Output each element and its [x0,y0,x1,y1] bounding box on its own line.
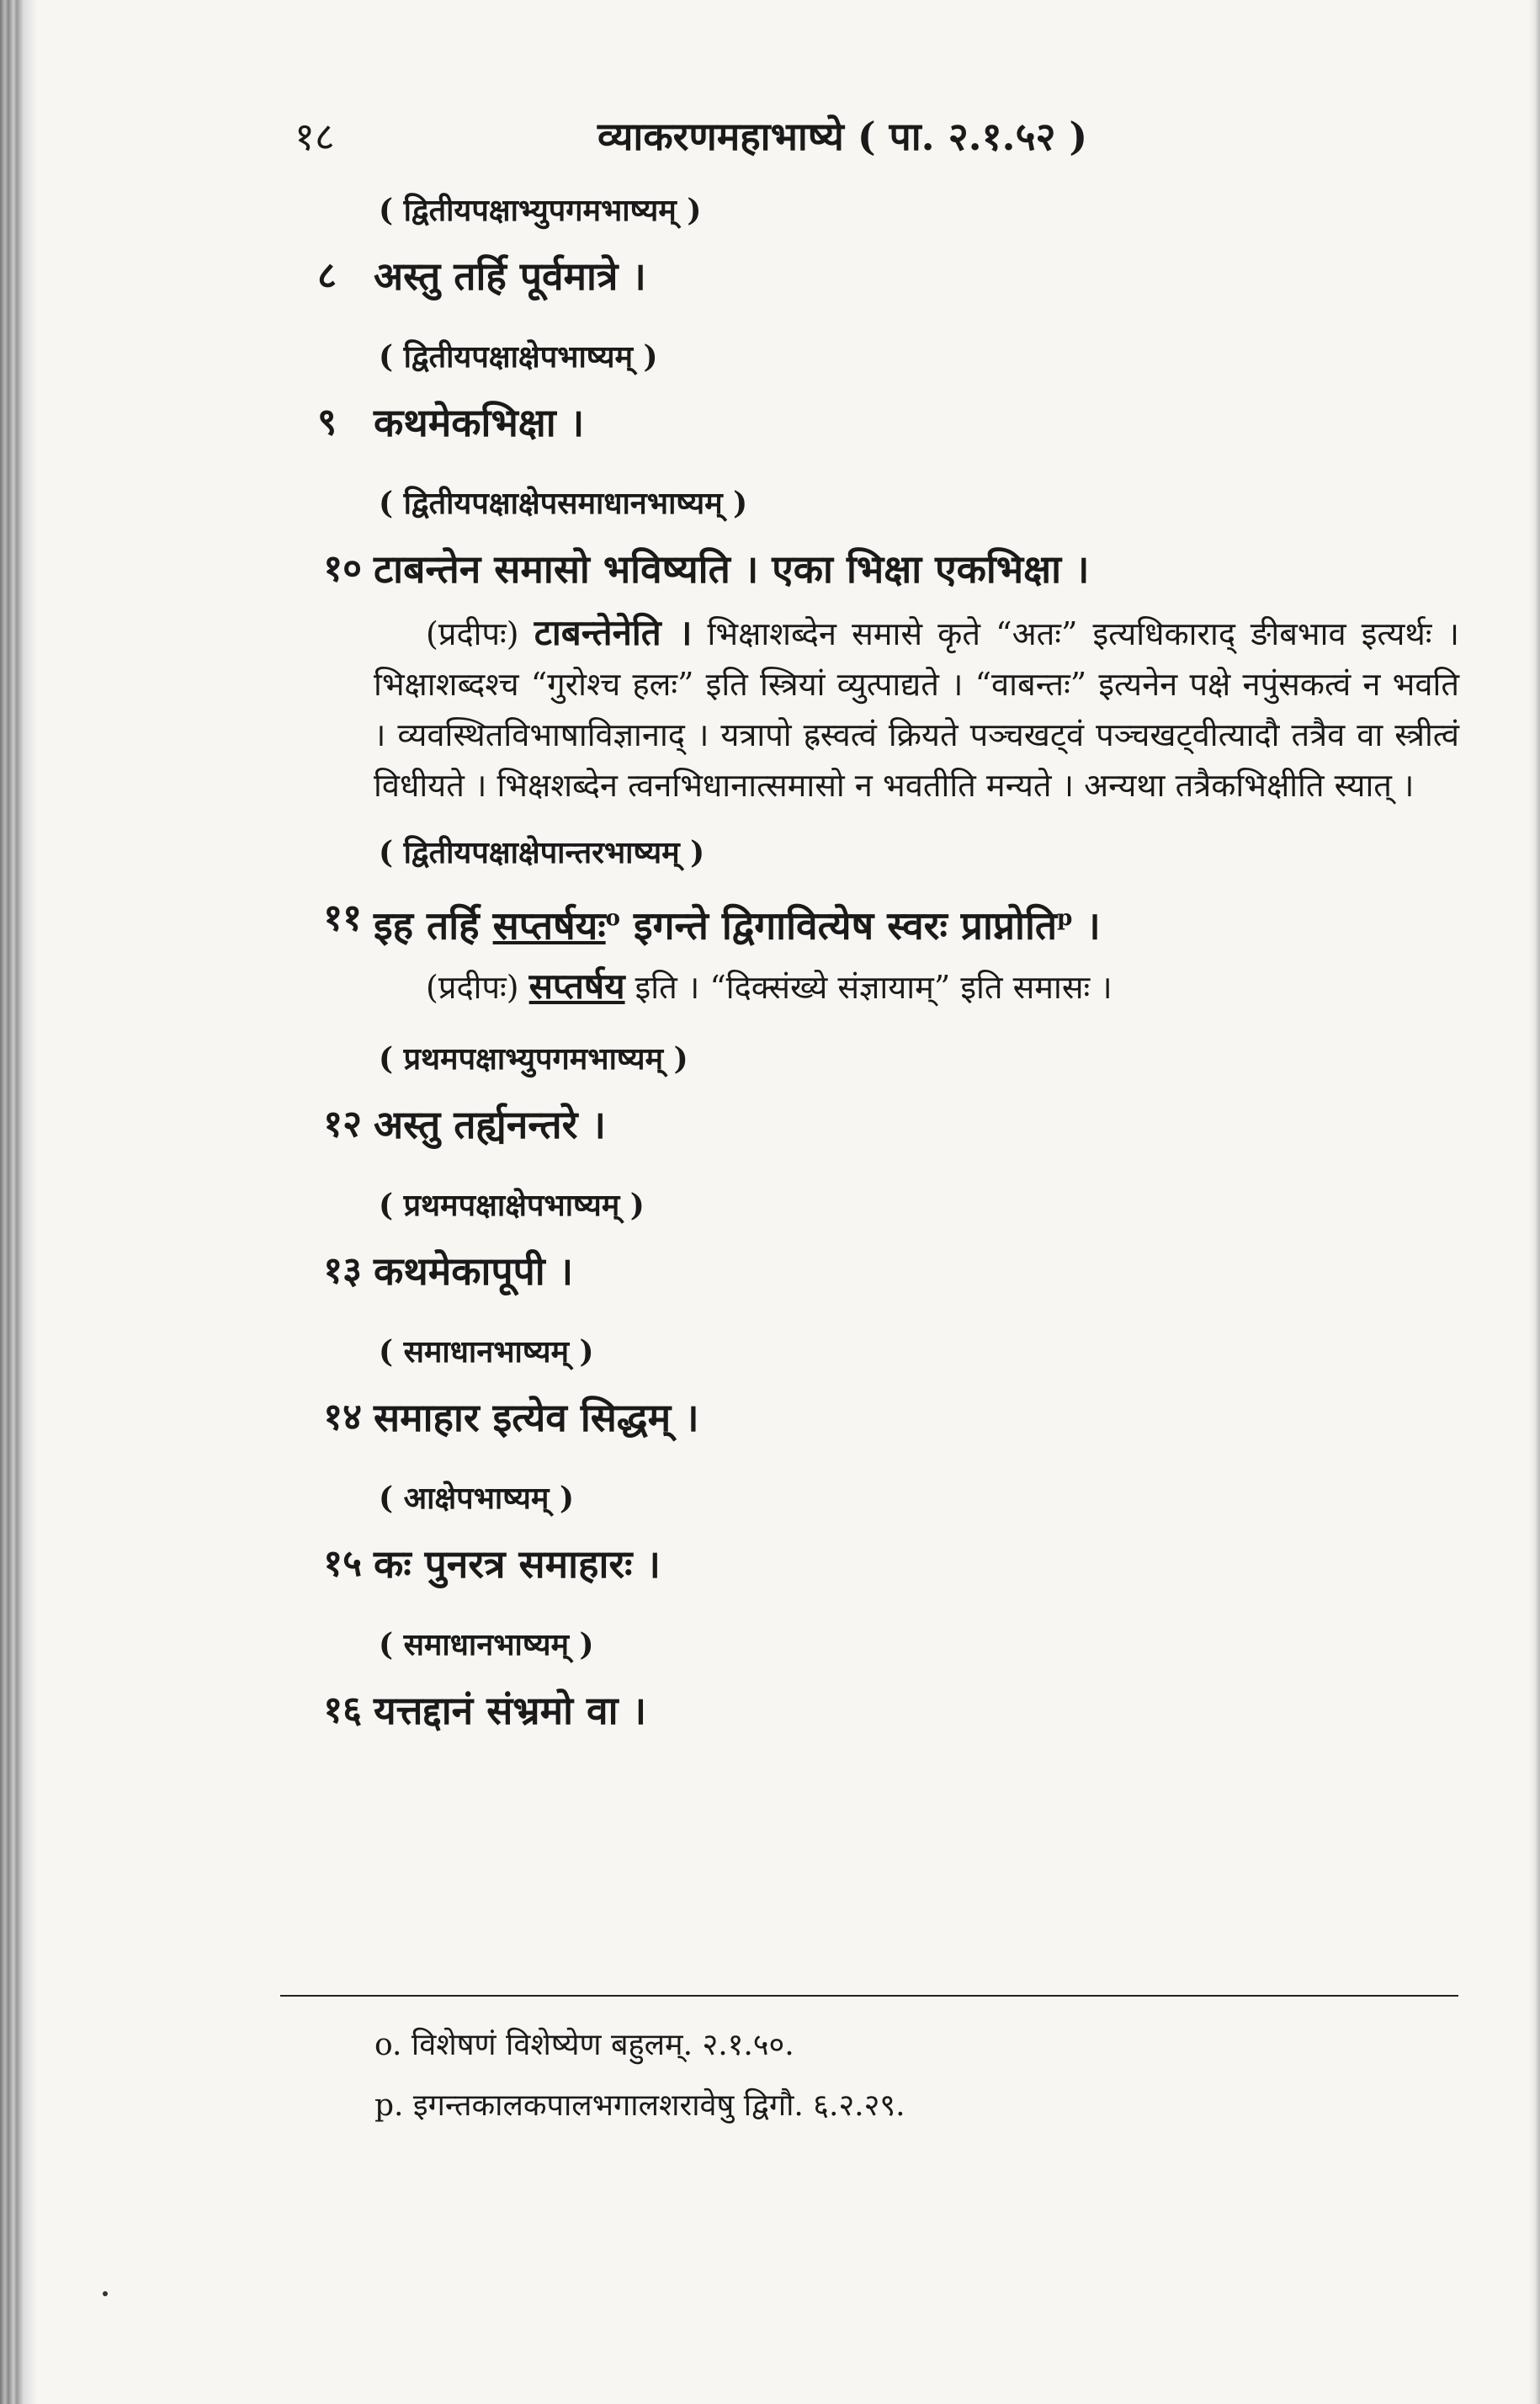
sutra-text: कथमेकापूपी । [374,1248,574,1294]
sutra-row [269,1086,1464,1163]
sutra-number: १२ [323,1103,362,1146]
sutra-number: ११ [323,896,362,939]
footnote-marker: p [1057,906,1073,931]
pradipa-lemma: टाबन्तेनेति । [534,612,693,653]
pradipa-tag: (प्रदीपः) [426,969,519,1006]
sutra-row [269,1379,1464,1456]
sutra-row [269,1525,1464,1603]
bhashya-label: ( आक्षेपभाष्यम् ) [379,1481,575,1516]
bhashya-entry [269,826,1464,957]
pradipa-body: भिक्षाशब्देन समासे कृते “अतः” इत्यधिकाराद् ङीबभाव इत्यर्थः । भिक्षाशब्दश्च “गुरोश्च हलः” इति स्त्रियां व्युत्पाद्यते । “वाबन्तः” इत्यनेन पक्षे नपुंसकत्वं न भवति । व्यवस्थितविभाषाविज्ञानाद् । यत्रापो ह्रस्वत्वं क्रियते पञ्चखट्वं पञ्चखट्वीत्यादौ तत्रैव वा स्त्रीत्वं विधीयते । भिक्षशब्देन त्वनभिधानात्समासो न भवतीति मन्यते । अन्यथा तत्रैकभिक्षीति स्यात् । [374,615,1459,804]
bhashya-label: ( समाधानभाष्यम् ) [379,1627,594,1662]
page-right-edge [1528,0,1540,2404]
sutra-number: १५ [323,1542,362,1585]
bhashya-entry [269,330,1464,461]
sutra-text: टाबन्तेन समासो भविष्यति । एका भिक्षा एकभिक्षा । [374,546,1090,592]
sutra-number: १० [323,547,362,590]
bhashya-label: ( द्वितीयपक्षाभ्युपगमभाष्यम् ) [379,193,702,228]
sutra-row [269,1232,1464,1310]
sutra-text: समाहार इत्येव सिद्धम् । [374,1395,699,1440]
sutra-number: १३ [323,1249,362,1292]
pradipa-commentary [374,608,1459,811]
running-title: व्याकरणमहाभाष्ये ( पा. २.१.५२ ) [597,114,1088,159]
bhashya-label: ( द्वितीयपक्षाक्षेपान्तरभाष्यम् ) [379,835,705,870]
bhashya-label: ( द्वितीयपक्षाक्षेपसमाधानभाष्यम् ) [379,486,748,521]
bhashya-entry [269,1618,1464,1749]
sutra-row [269,384,1464,461]
bhashya-entry [269,1325,1464,1456]
sutra-text-mid: इगन्ते द्विगावित्येष स्वरः प्राप्नोति [620,902,1058,949]
pradipa-commentary [426,957,1464,1017]
sutra-text: यत्तद्दानं संभ्रमो वा । [374,1688,646,1733]
footnote: o. विशेषणं विशेष्येण बहुलम्. २.१.५०. [374,2028,794,2062]
footnote-divider [280,1995,1458,1997]
sutra-text: कथमेकभिक्षा । [374,400,585,445]
sutra-text-end: । [1072,902,1101,949]
sutra-text-pre: इह तर्हि [374,902,493,949]
sutra-row [269,880,1464,957]
sutra-row [269,237,1464,315]
page-content [269,101,1464,1749]
pradipa-tag: (प्रदीपः) [426,615,519,652]
page-number: १८ [295,114,335,159]
sutra-text: कः पुनरत्र समाहारः । [374,1541,661,1587]
bhashya-entry [269,183,1464,315]
sutra-number: १६ [323,1689,362,1731]
sutra-text: अस्तु तर्हि पूर्वमात्रे । [374,253,646,299]
footnotes [374,2015,905,2136]
bhashya-label: ( समाधानभाष्यम् ) [379,1334,594,1370]
footnote: p. इगन्तकालकपालभगालशरावेषु द्विगौ. ६.२.२९. [374,2088,905,2123]
page-header [269,101,1464,168]
sutra-number: १४ [323,1396,362,1439]
sutra-text [374,880,1101,964]
pradipa-body: इति । “दिक्संख्ये संज्ञायाम्” इति समासः । [624,969,1113,1006]
bhashya-entry [269,476,1464,608]
underlined-word: सप्तर्षयः [492,902,606,949]
bhashya-label: ( प्रथमपक्षाभ्युपगमभाष्यम् ) [379,1041,688,1077]
page-binding-edge [0,0,37,2404]
sutra-text: अस्तु तर्ह्यनन्तरे । [374,1102,606,1147]
bhashya-entry [269,1032,1464,1163]
sutra-row [269,1672,1464,1749]
sutra-row [269,530,1464,608]
bhashya-label: ( द्वितीयपक्षाक्षेपभाष्यम् ) [379,339,658,375]
footnote-marker: o [605,906,620,931]
bhashya-entry [269,1471,1464,1603]
ink-speck [103,2291,108,2296]
bhashya-label: ( प्रथमपक्षाक्षेपभाष्यम् ) [379,1188,645,1223]
sutra-number: ८ [317,254,337,297]
sutra-number: ९ [317,401,337,444]
pradipa-lemma: सप्तर्षय [528,965,625,1007]
bhashya-entry [269,1178,1464,1310]
